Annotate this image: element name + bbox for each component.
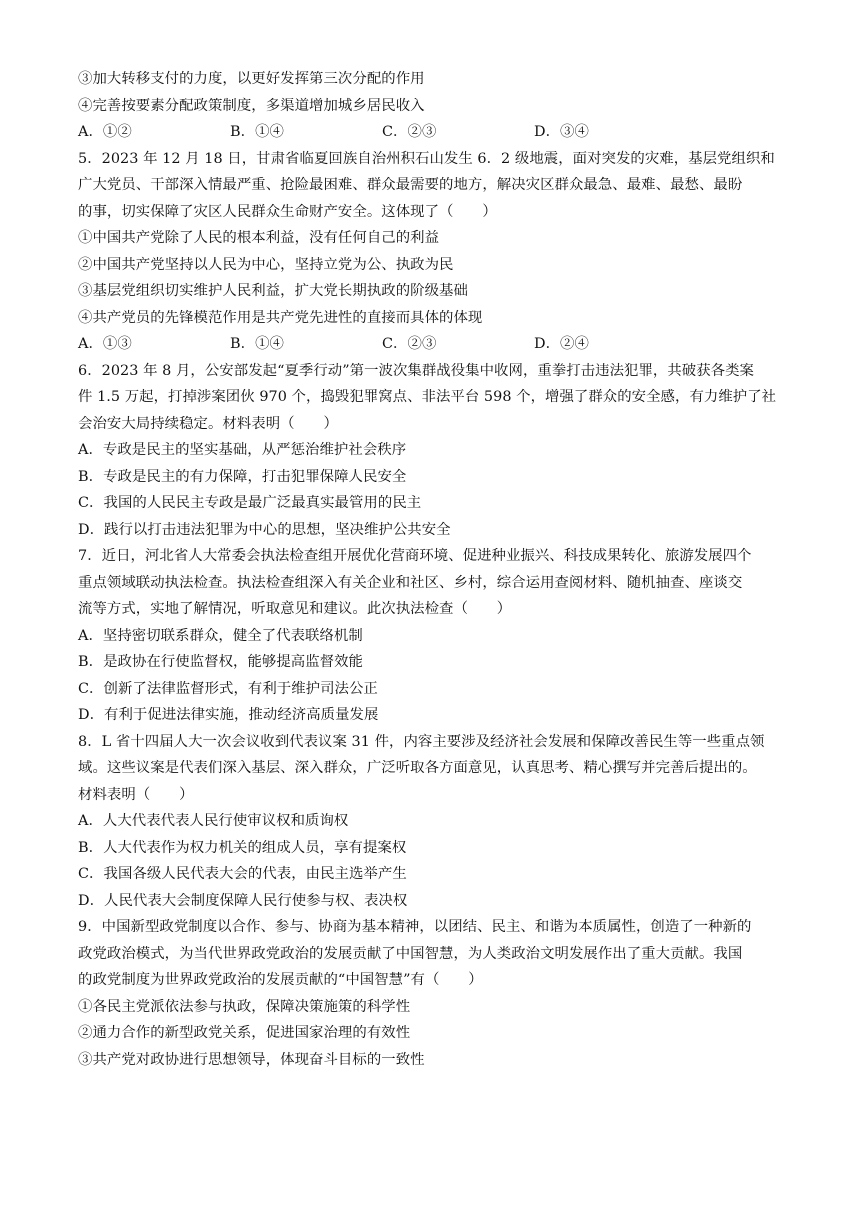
question-7	[78, 543, 790, 729]
question-7-option-d: D．有利于促进法律实施，推动经济高质量发展	[78, 707, 379, 723]
question-4-option-c: C．②③	[382, 124, 437, 140]
question-8-option-d: D．人民代表大会制度保障人民行使参与权、表决权	[78, 892, 408, 909]
question-8-stem-line: 8．L 省十四届人大一次会议收到代表议案 31 件，内容主要涉及经济社会发展和保障改善民生等一些重点领	[78, 733, 765, 750]
question-4-item-4: ④完善按要素分配政策制度，多渠道增加城乡居民收入	[78, 97, 425, 114]
question-8	[78, 729, 790, 915]
question-5-item-2: ②中国共产党坚持以人民为中心，坚持立党为公、执政为民	[78, 256, 454, 273]
question-8-option-b: B．人大代表作为权力机关的组成人员，享有提案权	[78, 839, 407, 856]
question-4-option-a: A．①②	[78, 124, 132, 140]
question-9-item-2: ②通力合作的新型政党关系，促进国家治理的有效性	[78, 1025, 411, 1041]
question-4-options	[78, 119, 790, 146]
question-6-stem-line: 会治安大局持续稳定。材料表明（ ）	[78, 415, 338, 432]
question-7-option-b: B．是政协在行使监督权，能够提高监督效能	[78, 654, 363, 670]
question-5-stem-line: 广大党员、干部深入情最严重、抢险最困难、群众最需要的地方，解决灾区群众最急、最难、最愁、最盼	[78, 177, 743, 193]
question-6	[78, 358, 790, 544]
question-9-item-1: ①各民主党派依法参与执政，保障决策施策的科学性	[78, 998, 411, 1015]
question-7-stem-line: 重点领域联动执法检查。执法检查组深入有关企业和社区、乡村，综合运用查阅材料、随机抽查、座谈交	[78, 574, 743, 591]
question-5-options	[78, 331, 790, 358]
question-4-option-d: D．③④	[534, 124, 589, 140]
question-7-option-a: A．坚持密切联系群众，健全了代表联络机制	[78, 627, 363, 644]
question-5-item-4: ④共产党员的先锋模范作用是共产党先进性的直接而具体的体现	[78, 309, 483, 326]
question-5-option-a: A．①③	[78, 336, 132, 352]
question-6-stem-line: 件 1.5 万起，打掉涉案团伙 970 个，捣毁犯罪窝点、非法平台 598 个，增强了群众的安全感，有力维护了社	[78, 389, 777, 405]
question-7-stem-line: 流等方式，实地了解情况，听取意见和建议。此次执法检查（ ）	[78, 601, 512, 617]
question-8-option-c: C．我国各级人民代表大会的代表，由民主选举产生	[78, 866, 407, 882]
question-4-item-3: ③加大转移支付的力度，以更好发挥第三次分配的作用	[78, 71, 425, 87]
question-8-stem-line: 材料表明（ ）	[78, 786, 194, 803]
question-9-stem-line: 的政党制度为世界政党政治的发展贡献的“中国智慧”有（ ）	[78, 972, 483, 988]
question-5-option-c: C．②③	[382, 336, 437, 352]
question-6-option-c: C．我国的人民民主专政是最广泛最真实最管用的民主	[78, 495, 422, 511]
question-4-option-b: B．①④	[230, 124, 284, 140]
question-7-option-c: C．创新了法律监督形式，有利于维护司法公正	[78, 680, 378, 697]
question-9	[78, 914, 790, 1073]
question-7-stem-line: 7．近日，河北省人大常委会执法检查组开展优化营商环境、促进种业振兴、科技成果转化、旅游发展四个	[78, 548, 752, 564]
question-6-option-a: A．专政是民主的坚实基础，从严惩治维护社会秩序	[78, 442, 407, 458]
question-6-option-d: D．践行以打击违法犯罪为中心的思想，坚决维护公共安全	[78, 521, 451, 538]
exam-page	[78, 66, 790, 1073]
question-6-option-b: B．专政是民主的有力保障，打击犯罪保障人民安全	[78, 468, 407, 485]
question-9-item-3: ③共产党对政协进行思想领导，体现奋斗目标的一致性	[78, 1051, 425, 1068]
question-5	[78, 146, 790, 358]
question-5-item-3: ③基层党组织切实维护人民利益，扩大党长期执政的阶级基础	[78, 283, 468, 299]
question-9-stem-line: 政党政治模式，为当代世界政党政治的发展贡献了中国智慧，为人类政治文明发展作出了重大贡献。我国	[78, 945, 743, 962]
question-9-stem-line: 9．中国新型政党制度以合作、参与、协商为基本精神，以团结、民主、和谐为本质属性，创造了一种新的	[78, 919, 752, 935]
question-8-stem-line: 域。这些议案是代表们深入基层、深入群众，广泛听取各方面意见，认真思考、精心撰写并完善后提出的。	[78, 760, 757, 776]
question-5-option-d: D．②④	[534, 336, 589, 352]
question-5-stem-line: 5．2023 年 12 月 18 日，甘肃省临夏回族自治州积石山发生 6．2 级地震，面对突发的灾难，基层党组织和	[78, 150, 775, 167]
question-8-option-a: A．人大代表代表人民行使审议权和质询权	[78, 813, 349, 829]
question-5-stem-line: 的事，切实保障了灾区人民群众生命财产安全。这体现了（ ）	[78, 203, 497, 220]
question-4	[78, 66, 790, 146]
question-6-stem-line: 6．2023 年 8 月，公安部发起“夏季行动”第一波次集群战役集中收网，重拳打击违法犯罪，共破获各类案	[78, 362, 754, 379]
question-5-option-b: B．①④	[230, 336, 284, 352]
question-5-item-1: ①中国共产党除了人民的根本利益，没有任何自己的利益	[78, 230, 440, 246]
